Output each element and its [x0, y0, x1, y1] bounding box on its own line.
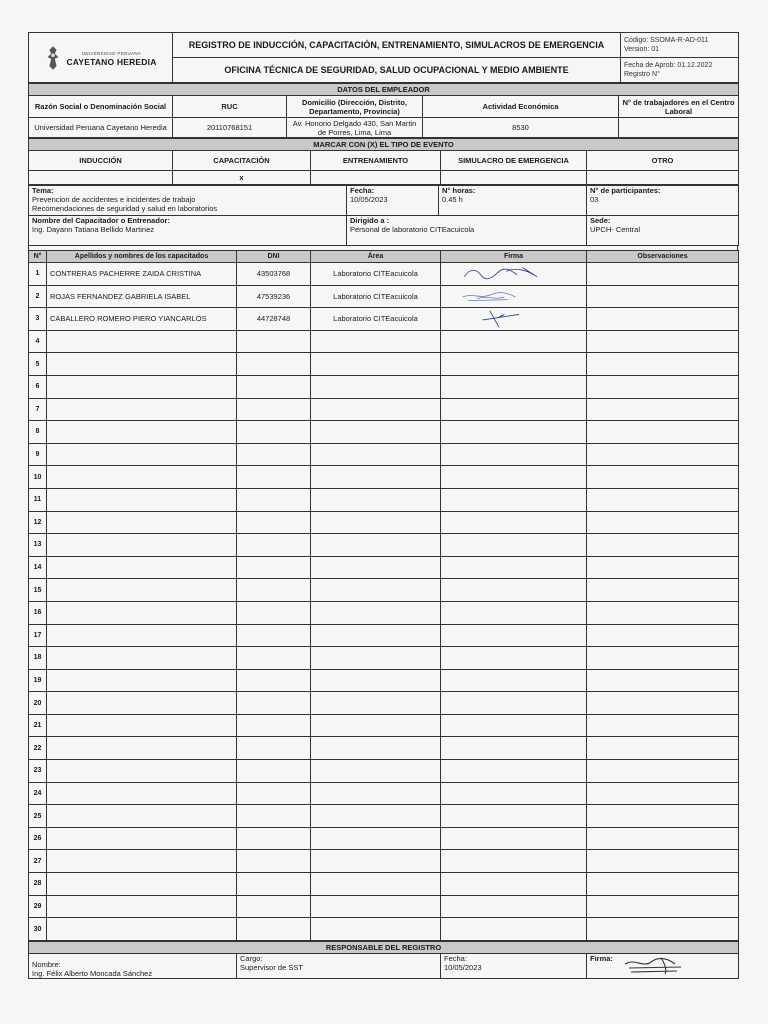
row-observaciones[interactable]	[587, 511, 739, 534]
evento-simulacro: SIMULACRO DE EMERGENCIA	[441, 151, 587, 171]
row-nombre[interactable]	[47, 805, 237, 828]
form-meta-bottom	[621, 58, 739, 83]
sede-cell	[587, 216, 739, 246]
row-dni[interactable]	[237, 375, 311, 398]
row-area[interactable]	[311, 330, 441, 353]
fecha-aprob: Fecha de Aprob: 01.12.2022	[624, 62, 713, 69]
row-nombre[interactable]: CONTRERAS PACHERRE ZAIDA CRISTINA	[47, 263, 237, 286]
responsable-nombre-cell	[29, 953, 237, 978]
row-observaciones[interactable]	[587, 556, 739, 579]
trabajadores-value	[619, 118, 739, 138]
row-observaciones[interactable]	[587, 850, 739, 873]
row-number: 6	[29, 375, 47, 398]
row-number: 26	[29, 827, 47, 850]
row-number: 30	[29, 918, 47, 941]
row-number: 14	[29, 556, 47, 579]
table-row	[29, 488, 739, 511]
table-row	[29, 714, 739, 737]
row-firma[interactable]	[441, 353, 587, 376]
table-row	[29, 805, 739, 828]
table-row	[29, 421, 739, 444]
table-row	[29, 737, 739, 760]
row-firma[interactable]	[441, 511, 587, 534]
actividad-value: 8530	[423, 118, 619, 138]
responsable-nombre-label: Nombre:	[32, 959, 61, 969]
evento-section	[28, 138, 739, 185]
col-razon-social: Razón Social o Denominación Social	[29, 96, 173, 118]
table-row	[29, 466, 739, 489]
row-observaciones[interactable]	[587, 534, 739, 557]
col-numero: N°	[29, 251, 47, 263]
form-subtitle: OFICINA TÉCNICA DE SEGURIDAD, SALUD OCUPACIONAL Y MEDIO AMBIENTE	[173, 58, 621, 83]
registro-form	[28, 32, 738, 979]
row-dni[interactable]	[237, 692, 311, 715]
row-nombre[interactable]	[47, 850, 237, 873]
evento-otro: OTRO	[587, 151, 739, 171]
capacitador-label: Nombre del Capacitador o Entrenador:	[32, 216, 170, 225]
row-area[interactable]: Laboratorio CITEacuicola	[311, 285, 441, 308]
row-nombre[interactable]	[47, 556, 237, 579]
row-area[interactable]	[311, 692, 441, 715]
horas-cell	[439, 186, 587, 216]
domicilio-value: Av. Honorio Delgado 430, San Martin de Porres, Lima, Lima	[287, 118, 423, 138]
row-nombre[interactable]	[47, 760, 237, 783]
row-dni[interactable]	[237, 579, 311, 602]
row-dni[interactable]	[237, 556, 311, 579]
table-row	[29, 375, 739, 398]
row-number: 21	[29, 714, 47, 737]
row-dni[interactable]	[237, 330, 311, 353]
row-number: 5	[29, 353, 47, 376]
table-row	[29, 692, 739, 715]
col-dni: DNI	[237, 251, 311, 263]
row-area[interactable]	[311, 827, 441, 850]
row-firma[interactable]	[441, 398, 587, 421]
row-firma[interactable]	[441, 624, 587, 647]
responsable-fecha-label: Fecha:	[444, 953, 467, 963]
row-firma[interactable]	[441, 285, 587, 308]
col-actividad: Actividad Económica	[423, 96, 619, 118]
row-area[interactable]	[311, 782, 441, 805]
responsable-firma-cell[interactable]	[587, 953, 739, 978]
row-area[interactable]	[311, 918, 441, 941]
row-firma[interactable]	[441, 375, 587, 398]
mark-induccion[interactable]	[29, 171, 173, 185]
signature-icon	[444, 309, 583, 329]
col-area: Área	[311, 251, 441, 263]
row-area[interactable]	[311, 443, 441, 466]
row-number: 24	[29, 782, 47, 805]
row-number: 3	[29, 308, 47, 331]
participantes-label: N° de participantes:	[590, 186, 661, 195]
table-row	[29, 511, 739, 534]
row-number: 10	[29, 466, 47, 489]
row-number: 2	[29, 285, 47, 308]
row-number: 9	[29, 443, 47, 466]
row-observaciones[interactable]	[587, 692, 739, 715]
row-firma[interactable]	[441, 895, 587, 918]
row-observaciones[interactable]	[587, 669, 739, 692]
empleador-title: DATOS DEL EMPLEADOR	[29, 84, 739, 96]
row-number: 18	[29, 647, 47, 670]
row-area[interactable]	[311, 737, 441, 760]
row-firma[interactable]	[441, 805, 587, 828]
row-observaciones[interactable]	[587, 421, 739, 444]
row-number: 4	[29, 330, 47, 353]
row-area[interactable]	[311, 669, 441, 692]
capacitador-cell	[29, 216, 347, 246]
row-nombre[interactable]	[47, 375, 237, 398]
row-number: 7	[29, 398, 47, 421]
row-observaciones[interactable]	[587, 647, 739, 670]
row-area[interactable]	[311, 398, 441, 421]
asistentes-table	[28, 250, 739, 941]
row-area[interactable]	[311, 624, 441, 647]
col-ruc: RUC	[173, 96, 287, 118]
responsable-signature-icon	[621, 954, 691, 976]
row-area[interactable]	[311, 353, 441, 376]
row-dni[interactable]: 43503768	[237, 263, 311, 286]
row-firma[interactable]	[441, 556, 587, 579]
row-nombre[interactable]	[47, 827, 237, 850]
row-observaciones[interactable]	[587, 375, 739, 398]
evento-capacitacion: CAPACITACIÓN	[173, 151, 311, 171]
horas-label: N° horas:	[442, 186, 476, 195]
evento-entrenamiento: ENTRENAMIENTO	[311, 151, 441, 171]
row-observaciones[interactable]	[587, 805, 739, 828]
table-row	[29, 330, 739, 353]
fecha-label: Fecha:	[350, 186, 375, 195]
responsable-cargo-label: Cargo:	[240, 953, 263, 963]
row-nombre[interactable]	[47, 488, 237, 511]
form-header	[28, 32, 739, 83]
row-dni[interactable]	[237, 488, 311, 511]
row-number: 29	[29, 895, 47, 918]
col-domicilio: Domicilio (Dirección, Distrito, Departamento, Provincia)	[287, 96, 423, 118]
row-number: 27	[29, 850, 47, 873]
row-area[interactable]: Laboratorio CITEacuicola	[311, 263, 441, 286]
row-firma[interactable]	[441, 760, 587, 783]
row-dni[interactable]	[237, 443, 311, 466]
university-crest-icon	[44, 44, 62, 72]
row-nombre[interactable]	[47, 918, 237, 941]
mark-otro[interactable]	[587, 171, 739, 185]
row-firma[interactable]	[441, 782, 587, 805]
row-firma[interactable]	[441, 850, 587, 873]
row-observaciones[interactable]	[587, 579, 739, 602]
empleador-section	[28, 83, 739, 138]
tema-label: Tema:	[32, 186, 54, 195]
asistentes-body	[29, 263, 739, 941]
sede-value: UPCH- Central	[590, 225, 641, 234]
row-observaciones[interactable]	[587, 308, 739, 331]
row-dni[interactable]	[237, 895, 311, 918]
row-dni[interactable]	[237, 534, 311, 557]
row-number: 19	[29, 669, 47, 692]
row-number: 1	[29, 263, 47, 286]
row-area[interactable]	[311, 805, 441, 828]
capacitador-value: Ing. Dayann Tatiana Bellido Martinez	[32, 225, 155, 234]
row-dni[interactable]	[237, 466, 311, 489]
signature-icon	[444, 286, 583, 306]
row-number: 12	[29, 511, 47, 534]
row-observaciones[interactable]	[587, 827, 739, 850]
row-nombre[interactable]	[47, 692, 237, 715]
row-number: 23	[29, 760, 47, 783]
responsable-cargo-cell	[237, 953, 441, 978]
row-dni[interactable]	[237, 805, 311, 828]
row-firma[interactable]	[441, 873, 587, 896]
row-nombre[interactable]	[47, 579, 237, 602]
logo-text	[66, 49, 156, 67]
row-firma[interactable]	[441, 488, 587, 511]
table-row	[29, 624, 739, 647]
row-firma[interactable]	[441, 466, 587, 489]
row-nombre[interactable]	[47, 873, 237, 896]
row-nombre[interactable]	[47, 466, 237, 489]
row-observaciones[interactable]	[587, 285, 739, 308]
row-number: 8	[29, 421, 47, 444]
table-row	[29, 782, 739, 805]
row-observaciones[interactable]	[587, 714, 739, 737]
form-meta-top	[621, 33, 739, 58]
row-area[interactable]	[311, 488, 441, 511]
table-row	[29, 895, 739, 918]
col-firma: Firma	[441, 251, 587, 263]
table-row	[29, 601, 739, 624]
row-dni[interactable]	[237, 737, 311, 760]
row-dni[interactable]	[237, 421, 311, 444]
row-observaciones[interactable]	[587, 601, 739, 624]
row-firma[interactable]	[441, 737, 587, 760]
row-area[interactable]: Laboratorio CITEacuicola	[311, 308, 441, 331]
row-observaciones[interactable]	[587, 918, 739, 941]
row-nombre[interactable]	[47, 330, 237, 353]
row-nombre[interactable]	[47, 511, 237, 534]
table-row	[29, 534, 739, 557]
row-area[interactable]	[311, 579, 441, 602]
row-observaciones[interactable]	[587, 895, 739, 918]
col-nombres: Apellidos y nombres de los capacitados	[47, 251, 237, 263]
participantes-cell	[587, 186, 739, 216]
col-observaciones: Observaciones	[587, 251, 739, 263]
row-number: 25	[29, 805, 47, 828]
row-area[interactable]	[311, 850, 441, 873]
tema-line-1: Prevencion de accidentes e incidentes de trabajo	[32, 195, 196, 204]
row-number: 16	[29, 601, 47, 624]
row-nombre[interactable]	[47, 534, 237, 557]
row-area[interactable]	[311, 511, 441, 534]
row-area[interactable]	[311, 534, 441, 557]
row-firma[interactable]	[441, 692, 587, 715]
row-firma[interactable]	[441, 330, 587, 353]
razon-social-value: Universidad Peruana Cayetano Heredia	[29, 118, 173, 138]
row-firma[interactable]	[441, 421, 587, 444]
tema-cell	[29, 186, 347, 216]
row-area[interactable]	[311, 760, 441, 783]
col-trabajadores: N° de trabajadores en el Centro Laboral	[619, 96, 739, 118]
row-area[interactable]	[311, 556, 441, 579]
university-small-label: UNIVERSIDAD PERUANA	[81, 50, 142, 56]
row-number: 28	[29, 873, 47, 896]
row-observaciones[interactable]	[587, 330, 739, 353]
row-number: 17	[29, 624, 47, 647]
row-dni[interactable]	[237, 601, 311, 624]
row-dni[interactable]	[237, 353, 311, 376]
row-observaciones[interactable]	[587, 873, 739, 896]
row-dni[interactable]	[237, 647, 311, 670]
row-firma[interactable]	[441, 714, 587, 737]
fecha-cell	[347, 186, 439, 216]
responsable-title: RESPONSABLE DEL REGISTRO	[29, 941, 739, 953]
row-firma[interactable]	[441, 579, 587, 602]
mark-entrenamiento[interactable]	[311, 171, 441, 185]
row-nombre[interactable]	[47, 737, 237, 760]
tema-line-2: Recomendaciones de seguridad y salud en laboratorios	[32, 204, 218, 213]
dirigido-cell	[347, 216, 587, 246]
row-nombre[interactable]	[47, 443, 237, 466]
registro-numero: Registro N°	[624, 71, 660, 78]
row-nombre[interactable]	[47, 398, 237, 421]
row-observaciones[interactable]	[587, 263, 739, 286]
row-dni[interactable]	[237, 760, 311, 783]
row-nombre[interactable]: CABALLERO ROMERO PIERO YIANCARLOS	[47, 308, 237, 331]
responsable-nombre-value: Ing. Félix Alberto Moncada Sánchez	[32, 968, 153, 978]
row-firma[interactable]	[441, 534, 587, 557]
row-area[interactable]	[311, 601, 441, 624]
mark-capacitacion[interactable]: x	[173, 171, 311, 185]
row-number: 11	[29, 488, 47, 511]
row-firma[interactable]	[441, 601, 587, 624]
table-row	[29, 353, 739, 376]
row-area[interactable]	[311, 873, 441, 896]
evento-title: MARCAR CON (X) EL TIPO DE EVENTO	[29, 139, 739, 151]
table-row	[29, 263, 739, 286]
row-firma[interactable]	[441, 443, 587, 466]
row-firma[interactable]	[441, 918, 587, 941]
row-dni[interactable]	[237, 873, 311, 896]
row-observaciones[interactable]	[587, 466, 739, 489]
dirigido-label: Dirigido a :	[350, 216, 390, 225]
responsable-fecha-cell	[441, 953, 587, 978]
university-name: CAYETANO HEREDIA	[66, 56, 157, 67]
table-row	[29, 285, 739, 308]
ruc-value: 20110768151	[173, 118, 287, 138]
version: Version: 01	[624, 46, 660, 53]
row-dni[interactable]	[237, 918, 311, 941]
fecha-value: 10/05/2023	[350, 195, 388, 204]
row-nombre[interactable]	[47, 353, 237, 376]
responsable-fecha-value: 10/05/2023	[444, 962, 482, 972]
row-observaciones[interactable]	[587, 443, 739, 466]
row-firma[interactable]	[441, 647, 587, 670]
table-row	[29, 873, 739, 896]
table-row	[29, 647, 739, 670]
table-row	[29, 827, 739, 850]
row-area[interactable]	[311, 647, 441, 670]
table-row	[29, 579, 739, 602]
row-area[interactable]	[311, 375, 441, 398]
horas-value: 0.45 h	[442, 195, 463, 204]
row-nombre[interactable]	[47, 782, 237, 805]
participantes-value: 03	[590, 195, 599, 204]
row-observaciones[interactable]	[587, 624, 739, 647]
table-row	[29, 398, 739, 421]
row-number: 13	[29, 534, 47, 557]
row-observaciones[interactable]	[587, 488, 739, 511]
form-title: REGISTRO DE INDUCCIÓN, CAPACITACIÓN, ENTRENAMIENTO, SIMULACROS DE EMERGENCIA	[173, 33, 621, 58]
row-observaciones[interactable]	[587, 760, 739, 783]
row-dni[interactable]	[237, 714, 311, 737]
row-nombre[interactable]	[47, 624, 237, 647]
row-area[interactable]	[311, 895, 441, 918]
row-nombre[interactable]	[47, 895, 237, 918]
table-row	[29, 443, 739, 466]
row-observaciones[interactable]	[587, 398, 739, 421]
row-nombre[interactable]	[47, 714, 237, 737]
row-nombre[interactable]	[47, 601, 237, 624]
row-dni[interactable]	[237, 827, 311, 850]
row-nombre[interactable]	[47, 421, 237, 444]
table-row	[29, 556, 739, 579]
row-dni[interactable]	[237, 669, 311, 692]
row-nombre[interactable]: ROJAS FERNANDEZ GABRIELA ISABEL	[47, 285, 237, 308]
mark-simulacro[interactable]	[441, 171, 587, 185]
row-number: 15	[29, 579, 47, 602]
responsable-section	[28, 941, 739, 979]
row-area[interactable]	[311, 714, 441, 737]
row-dni[interactable]	[237, 624, 311, 647]
row-observaciones[interactable]	[587, 782, 739, 805]
signature-icon	[444, 264, 583, 284]
evento-induccion: INDUCCIÓN	[29, 151, 173, 171]
row-area[interactable]	[311, 421, 441, 444]
row-firma[interactable]	[441, 263, 587, 286]
sede-label: Sede:	[590, 216, 611, 225]
logo	[29, 33, 173, 83]
table-row	[29, 918, 739, 941]
row-dni[interactable]	[237, 511, 311, 534]
row-firma[interactable]	[441, 308, 587, 331]
codigo: Código: SSOMA-R-AD-011	[624, 37, 709, 44]
row-number: 22	[29, 737, 47, 760]
row-area[interactable]	[311, 466, 441, 489]
row-dni[interactable]: 44728748	[237, 308, 311, 331]
row-nombre[interactable]	[47, 647, 237, 670]
row-nombre[interactable]	[47, 669, 237, 692]
table-row	[29, 308, 739, 331]
row-dni[interactable]	[237, 398, 311, 421]
row-number: 20	[29, 692, 47, 715]
row-observaciones[interactable]	[587, 737, 739, 760]
row-firma[interactable]	[441, 669, 587, 692]
table-row	[29, 850, 739, 873]
row-dni[interactable]	[237, 782, 311, 805]
responsable-cargo-value: Supervisor de SST	[240, 962, 303, 972]
detalle-section	[28, 185, 739, 246]
row-dni[interactable]	[237, 850, 311, 873]
responsable-firma-label: Firma:	[590, 953, 613, 963]
table-row	[29, 760, 739, 783]
table-row	[29, 669, 739, 692]
dirigido-value: Personal de laboratorio CITEacuicola	[350, 225, 475, 234]
row-dni[interactable]: 47539236	[237, 285, 311, 308]
row-observaciones[interactable]	[587, 353, 739, 376]
row-firma[interactable]	[441, 827, 587, 850]
